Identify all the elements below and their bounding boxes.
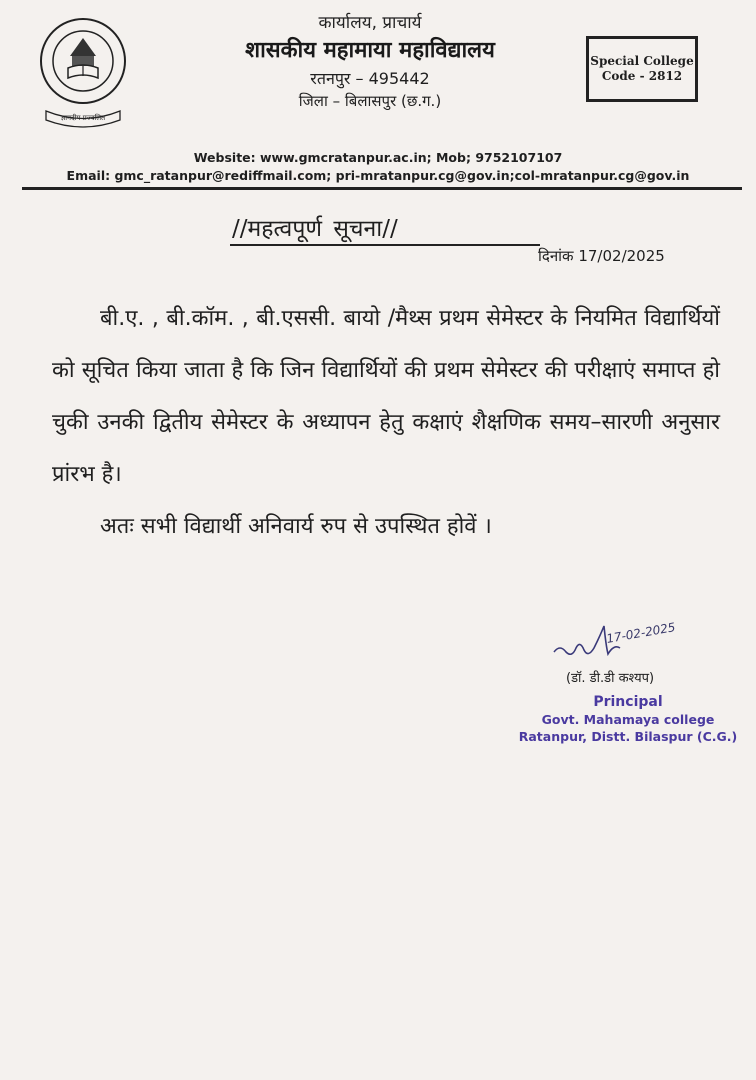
header-divider xyxy=(22,187,742,190)
stamp-line-2: Ratanpur, Distt. Bilaspur (C.G.) xyxy=(518,729,738,744)
college-code-box xyxy=(586,36,698,102)
college-emblem-icon xyxy=(38,16,128,132)
notice-body xyxy=(52,293,720,553)
notice-date: दिनांक 17/02/2025 xyxy=(538,247,665,265)
principal-stamp xyxy=(510,694,746,745)
office-line: कार्यालय, प्राचार्य xyxy=(318,13,422,33)
svg-text:ज्ञानदीप प्रज्वलित: ज्ञानदीप प्रज्वलित xyxy=(60,114,106,122)
website-line: Website: www.gmcratanpur.ac.in; Mob; 9752107107 xyxy=(193,150,563,165)
stamp-title: Principal xyxy=(593,694,663,710)
notice-paragraph-1: बी.ए. , बी.कॉम. , बी.एससी. बायो /मैथ्स प्रथम सेमेस्टर के नियमित विद्यार्थियों को सूचित किया जाता है कि जिन विद्यार्थियों की प्रथम सेमेस्टर की परीक्षाएं समाप्त हो चुकी उनकी द्वितीय सेमेस्टर के अध्यापन हेतु कक्षाएं शैक्षणिक समय–सारणी अनुसार प्रांरभ है। xyxy=(52,306,720,487)
notice-paragraph-2: अतः सभी विद्यार्थी अनिवार्य रुप से उपस्थित होवें । xyxy=(100,514,492,539)
district: जिला – बिलासपुर (छ.ग.) xyxy=(298,92,442,110)
notice-title: //महत्वपूर्ण सूचना// xyxy=(232,216,398,242)
city-pin: रतनपुर – 495442 xyxy=(310,69,430,88)
letterhead xyxy=(170,12,570,111)
signature-date: 17-02-2025 xyxy=(605,620,677,646)
code-box-line2: Code - 2812 xyxy=(601,69,683,83)
title-underline xyxy=(230,244,540,246)
stamp-line-1: Govt. Mahamaya college xyxy=(541,712,715,727)
college-name: शासकीय महामाया महाविद्यालय xyxy=(245,38,495,63)
email-line: Email: gmc_ratanpur@rediffmail.com; pri-mratanpur.cg@gov.in;col-mratanpur.cg@gov.in xyxy=(66,168,690,183)
signatory-name: (डॉ. डी.डी कश्यप) xyxy=(566,671,655,686)
code-box-line1: Special College xyxy=(590,54,694,68)
